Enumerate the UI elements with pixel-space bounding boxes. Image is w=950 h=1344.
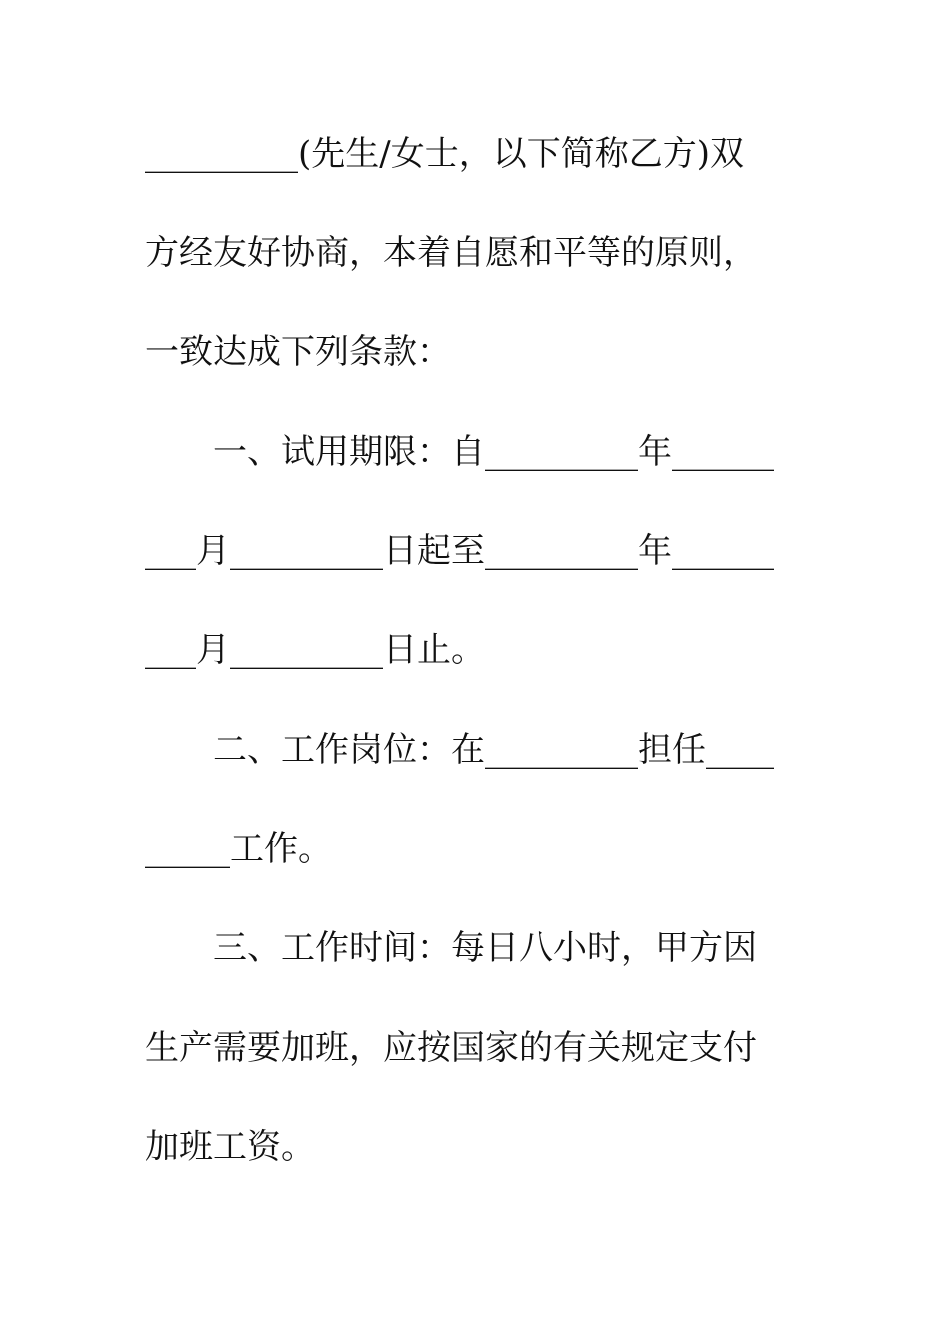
clause-1-trial-period: 一、试用期限：自_________年______ xyxy=(213,432,774,472)
clause-3-working-hours: 三、工作时间：每日八小时，甲方因 xyxy=(213,928,757,968)
clause-3-overtime-pay: 加班工资。 xyxy=(145,1127,315,1167)
clause-3-overtime: 生产需要加班，应按国家的有关规定支付 xyxy=(145,1028,757,1068)
negotiation-line: 方经友好协商，本着自愿和平等的原则， xyxy=(145,233,757,273)
party-b-line: _________(先生/女士，以下简称乙方)双 xyxy=(145,134,744,174)
clause-1-end-date: ___月_________日止。 xyxy=(145,630,485,670)
agreement-line: 一致达成下列条款： xyxy=(145,332,451,372)
clause-2-continued: _____工作。 xyxy=(145,829,332,869)
clause-1-dates-continued: ___月_________日起至_________年______ xyxy=(145,531,774,571)
clause-2-job-position: 二、工作岗位：在_________担任____ xyxy=(213,730,774,770)
